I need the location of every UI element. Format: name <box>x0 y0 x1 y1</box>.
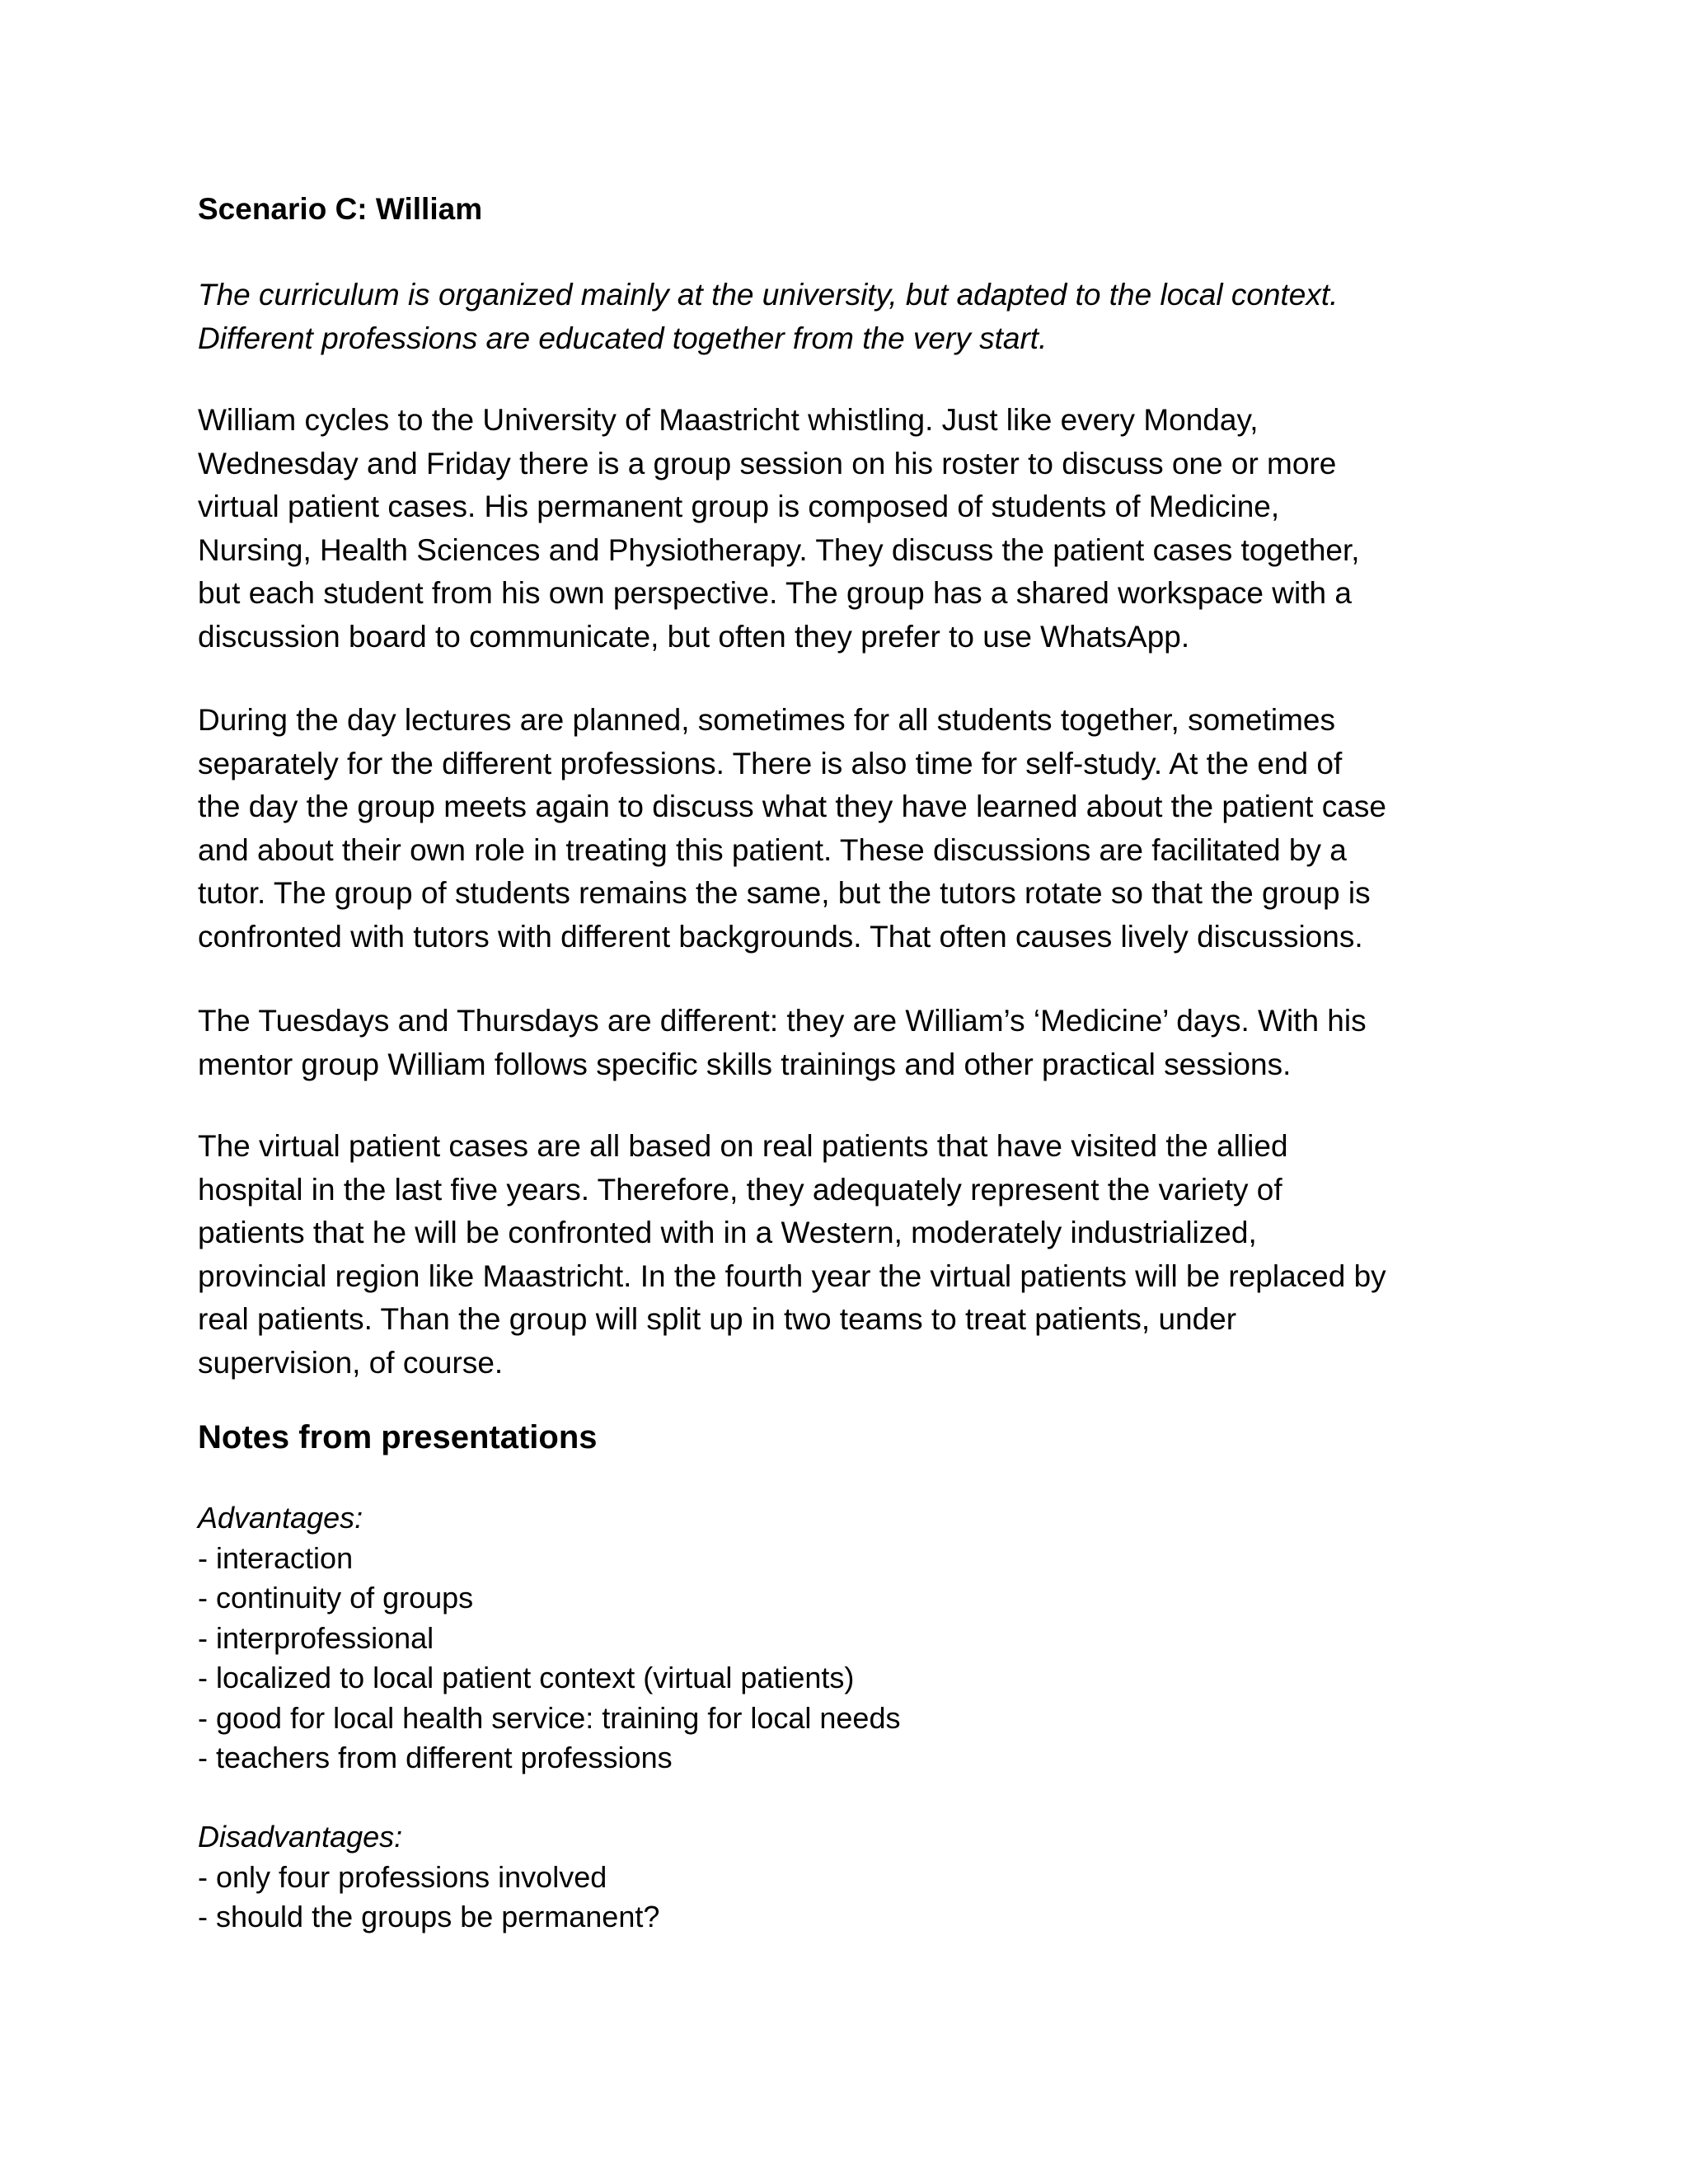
paragraph-line: During the day lectures are planned, sometimes for all students together, sometimes <box>198 703 1335 737</box>
paragraph-line: and about their own role in treating this patient. These discussions are facilitated by a <box>198 832 1347 867</box>
list-item: - teachers from different professions <box>198 1741 673 1774</box>
list-item: - should the groups be permanent? <box>198 1900 660 1933</box>
list-item: - interaction <box>198 1540 354 1575</box>
intro-line: The curriculum is organized mainly at the university, but adapted to the local context. <box>198 278 1339 312</box>
paragraph-line: tutor. The group of students remains the same, but the tutors rotate so that the group is <box>198 876 1371 910</box>
advantages-list <box>198 1498 900 1779</box>
paragraph-line: provincial region like Maastricht. In the fourth year the virtual patients will be replaced by <box>198 1258 1386 1293</box>
paragraph-line: mentor group William follows specific skills trainings and other practical sessions. <box>198 1047 1292 1081</box>
intro-line: Different professions are educated together from the very start. <box>198 321 1048 355</box>
paragraph-line: real patients. Than the group will split up in two teams to treat patients, under <box>198 1302 1237 1336</box>
paragraph-line: hospital in the last five years. Therefore, they adequately represent the variety of <box>198 1172 1282 1207</box>
paragraph-line: Wednesday and Friday there is a group session on his roster to discuss one or more <box>198 446 1337 480</box>
paragraph-line: but each student from his own perspective. The group has a shared workspace with a <box>198 576 1352 610</box>
paragraph-line: Nursing, Health Sciences and Physiotherapy. They discuss the patient cases together, <box>198 532 1360 567</box>
paragraph-line: discussion board to communicate, but often they prefer to use WhatsApp. <box>198 619 1190 654</box>
paragraph-line: The Tuesdays and Thursdays are different: they are William’s ‘Medicine’ days. With his <box>198 1004 1367 1038</box>
paragraph-2 <box>198 699 1386 958</box>
paragraph-line: William cycles to the University of Maastricht whistling. Just like every Monday, <box>198 403 1259 437</box>
paragraph-3 <box>198 1000 1367 1086</box>
disadvantages-list <box>198 1817 659 1938</box>
paragraph-line: the day the group meets again to discuss what they have learned about the patient case <box>198 790 1386 823</box>
paragraph-1 <box>198 399 1360 658</box>
paragraph-line: patients that he will be confronted with in a Western, moderately industrialized, <box>198 1216 1257 1249</box>
list-item: - localized to local patient context (virtual patients) <box>198 1661 855 1694</box>
paragraph-line: confronted with tutors with different backgrounds. That often causes lively discussions. <box>198 919 1363 954</box>
list-item: - interprofessional <box>198 1620 434 1655</box>
paragraph-4 <box>198 1125 1386 1385</box>
paragraph-line: supervision, of course. <box>198 1345 504 1380</box>
list-item: - only four professions involved <box>198 1859 607 1894</box>
list-item: - good for local health service: training for local needs <box>198 1700 901 1735</box>
notes-heading: Notes from presentations <box>198 1419 598 1455</box>
advantages-label: Advantages: <box>198 1501 363 1535</box>
paragraph-line: The virtual patient cases are all based on real patients that have visited the allied <box>198 1129 1288 1163</box>
disadvantages-label: Disadvantages: <box>198 1820 403 1854</box>
list-item: - continuity of groups <box>198 1581 474 1615</box>
paragraph-line: virtual patient cases. His permanent group is composed of students of Medicine, <box>198 490 1280 523</box>
paragraph-line: separately for the different professions. There is also time for self-study. At the end of <box>198 746 1343 780</box>
document-title: Scenario C: William <box>198 192 483 226</box>
intro-paragraph <box>198 274 1338 360</box>
